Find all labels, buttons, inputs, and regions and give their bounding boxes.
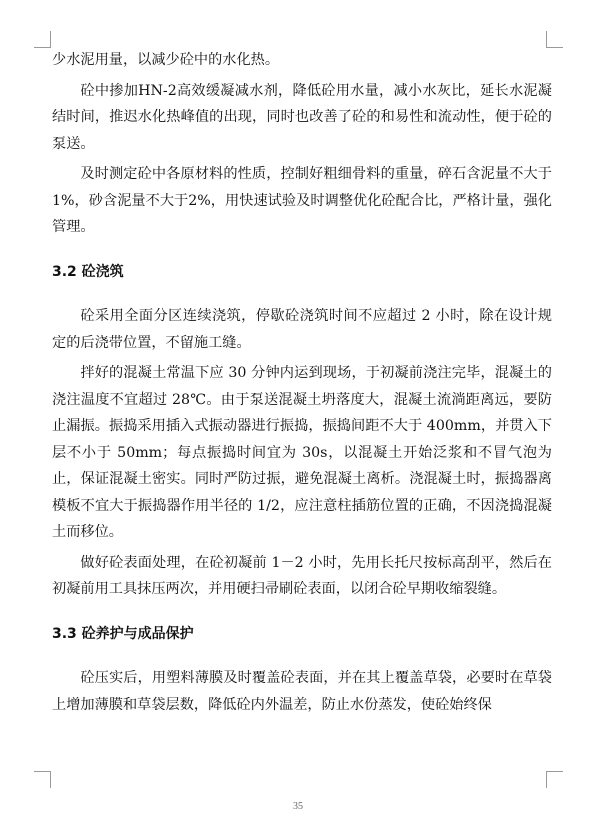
section-heading-curing: 3.3 砼养护与成品保护	[52, 625, 194, 642]
paragraph-curing: 砼压实后，用塑料薄膜及时覆盖砼表面，并在其上覆盖草袋，必要时在草袋上增加薄膜和草袋层数，降低砼内外温差，防止水份蒸发，使砼始终保	[52, 670, 552, 713]
paragraph-admixture: 砼中掺加HN-2高效缓凝减水剂，降低砼用水量，减小水灰比，延长水泥凝结时间，推迟水化热峰值的出现，同时也改善了砼的和易性和流动性，便于砼的泵送。	[52, 82, 552, 152]
document-body	[52, 47, 552, 718]
crop-mark-bottom-left	[34, 771, 51, 788]
crop-mark-bottom-right	[546, 771, 563, 788]
crop-mark-top-left	[34, 31, 51, 48]
paragraph-vibration: 拌好的混凝土常温下应 30 分钟内运到现场，于初凝前浇注完毕，混凝土的浇注温度不宜超过 28℃。由于泵送混凝土坍落度大，混凝土流淌距离远，要防止漏振。振捣采用插入式振动器进行振捣，振捣间距不大于 400mm，并贯入下层不小于 50mm；每点振捣时间宜为 30s，以混凝土开始泛浆和不冒气泡为止，保证混凝土密实。同时严防过振，避免混凝土离析。浇混凝土时，振捣器离模板不宜大于振捣器作用半径的 1/2，应注意柱插筋位置的正确，不因浇捣混凝土而移位。	[52, 365, 552, 540]
page-number: 35	[293, 801, 303, 812]
crop-mark-top-right	[546, 31, 563, 48]
paragraph-continuation: 少水泥用量，以减少砼中的水化热。	[52, 52, 280, 68]
section-heading-pouring: 3.2 砼浇筑	[52, 263, 124, 280]
paragraph-material-testing: 及时测定砼中各原材料的性质，控制好粗细骨料的重量，碎石含泥量不大于1%，砂含泥量不大于2%，用快速试验及时调整优化砼配合比，严格计量，强化管理。	[52, 166, 552, 235]
paragraph-continuous-pouring: 砼采用全面分区连续浇筑，停歇砼浇筑时间不应超过 2 小时，除在设计规定的后浇带位置，不留施工缝。	[52, 308, 552, 351]
paragraph-surface-treatment: 做好砼表面处理，在砼初凝前 1－2 小时，先用长托尺按标高刮平，然后在初凝前用工具抹压两次，并用硬扫帚刷砼表面，以闭合砼早期收缩裂缝。	[52, 554, 552, 597]
